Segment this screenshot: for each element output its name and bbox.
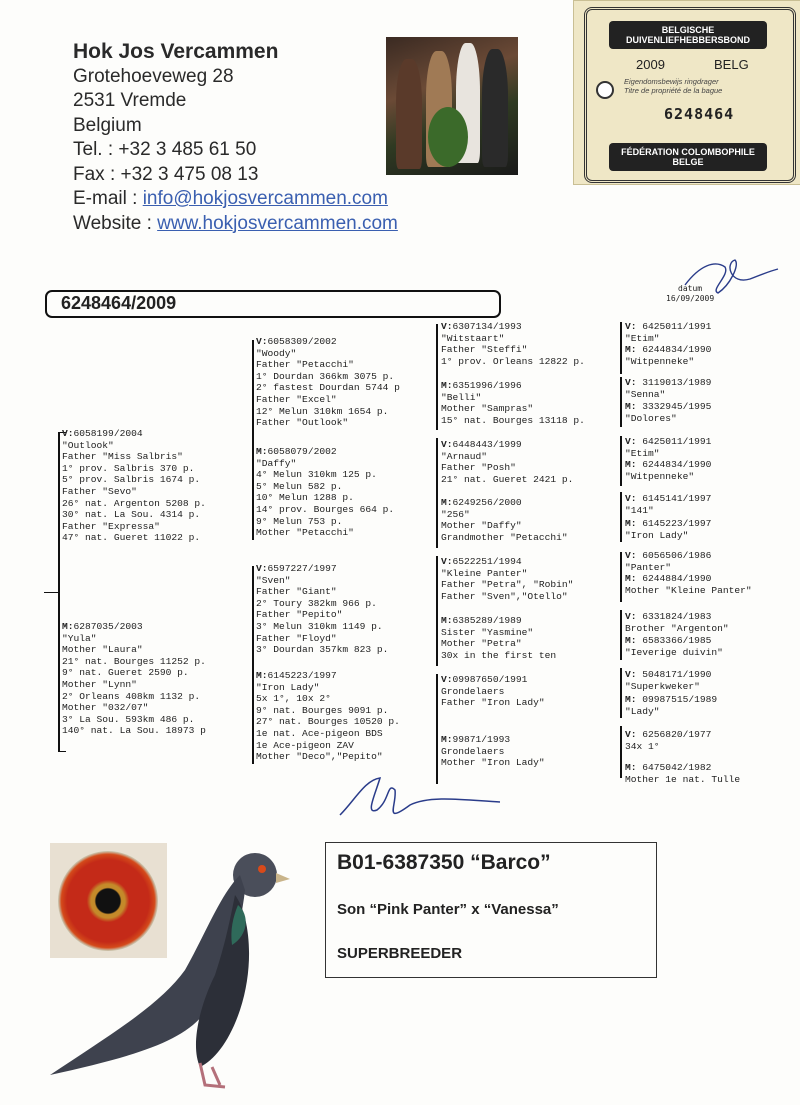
gen4-m-text-5: 6244884/1990 Mother "Kleine Panter" [625,573,752,596]
root-connector [44,592,58,593]
gen3-text-2: 6351996/1996 "Belli" Mother "Sampras" 15° nat. Bourges 13118 p. [441,380,585,426]
gen2-text-4: 6145223/1997 "Iron Lady" 5x 1°, 10x 2° 9° nat. Bourges 9091 p. 27° nat. Bourges 10520 p. 1e nat. Ace-pigeon BDS 1e Ace-pigeon ZAV Mother "Deco","Pepito" [256,670,400,763]
gen2-text-3: 6597227/1997 "Sven" Father "Giant" 2° Toury 382km 966 p. Father "Pepito" 3° Melun 310km 1149 p. Father "Floyd" 3° Dourdan 357km 823 p. [256,563,389,656]
gen4-v-prefix: V: [625,493,643,504]
gen4-m-text-8: 6475042/1982 Mother 1e nat. Tulle [625,762,741,785]
signature-bottom-icon [335,770,505,840]
email-link[interactable]: info@hokjosvercammen.com [142,188,388,209]
featured-pigeon-title: B01-6387350 “Barco” [337,851,551,874]
email-label: E-mail : [73,188,143,209]
certificate-subtitle [624,77,722,95]
gen4-m-1 [625,344,711,367]
gen4-v-text-3: 6425011/1991 "Etim" [625,436,712,459]
datum-date: 16/09/2009 [666,294,715,303]
gen2-entry-2 [256,446,394,539]
gen4-m-prefix: M: [625,459,643,470]
gen3-text-1: 6307134/1993 "Witstaart" Father "Steffi" 1° prov. Orleans 12822 p. [441,321,585,367]
ring-year: 2009 [636,57,665,72]
gen2-prefix-4: M: [256,670,268,681]
sire-prefix: V: [62,428,74,439]
country: Belgium [73,114,142,136]
featured-pigeon-box [325,842,657,978]
gen3-entry-4 [441,497,568,543]
datum-stamp [666,284,714,304]
gen3-text-5: 6522251/1994 "Kleine Panter" Father "Petra", "Robin" Father "Sven","Otello" [441,556,574,602]
gen4-bracket-7 [620,668,622,718]
gen2-entry-4 [256,670,400,763]
gen4-bracket-4 [620,492,622,542]
gen4-v-text-1: 6425011/1991 "Etim" [625,321,712,344]
city: 2531 Vremde [73,90,187,111]
gen2-prefix-2: M: [256,446,268,457]
gen4-v-6 [625,611,729,634]
gen3-prefix-4: M: [441,497,453,508]
gen3-bracket-4 [436,674,438,784]
gen4-v-text-7: 5048171/1990 "Superkweker" [625,669,712,692]
gen4-m-text-7: 09987515/1989 "Lady" [625,694,718,717]
gen3-prefix-7: V: [441,674,453,685]
gen3-text-6: 6385289/1989 Sister "Yasmine" Mother "Petra" 30x in the first ten [441,615,557,661]
fax: Fax : +32 3 475 08 13 [73,163,259,185]
gen3-text-4: 6249256/2000 "256" Mother "Daffy" Grandmother "Petacchi" [441,497,568,543]
gen4-m-5 [625,573,752,596]
gen4-m-prefix: M: [625,762,643,773]
gen4-v-5 [625,550,711,573]
sire-text: 6058199/2004 "Outlook" Father "Miss Salbris" 1° prov. Salbris 370 p. 5° prov. Salbris 1674 p. Father "Sevo" 26° nat. Argenton 5208 p. 30° nat. La Sou. 4314 p. Father "Expressa" 47° nat. Gueret 11022 p. [62,428,206,544]
gen4-v-prefix: V: [625,729,643,740]
gen4-m-7 [625,694,717,717]
ring-country-code: BELG [714,57,749,72]
gen4-v-1 [625,321,711,344]
gen4-m-8 [625,762,740,785]
ring-number: 6248464 [664,105,735,123]
dam-entry [62,621,206,737]
gen4-m-prefix: M: [625,401,643,412]
gen3-prefix-3: V: [441,439,453,450]
gen4-m-text-4: 6145223/1997 "Iron Lady" [625,518,712,541]
gen1-tick-dam [58,751,66,752]
telephone: Tel. : +32 3 485 61 50 [73,139,257,160]
gen4-bracket-2 [620,377,622,427]
gen4-m-4 [625,518,711,541]
gen4-m-prefix: M: [625,518,643,529]
gen3-bracket-2 [436,438,438,548]
gen2-bracket-dam [252,566,254,764]
gen3-entry-2 [441,380,585,426]
gen4-v-text-2: 3119013/1989 "Senna" [625,377,712,400]
gen4-v-8 [625,729,711,752]
gen4-v-prefix: V: [625,611,643,622]
gen4-v-4 [625,493,711,516]
gen4-v-prefix: V: [625,550,643,561]
federation-band-bottom: FÉDÉRATION COLOMBOPHILE BELGE [609,143,767,171]
street-address: Grotehoeveweg 28 [73,65,234,87]
gen3-entry-5 [441,556,573,602]
gen4-v-prefix: V: [625,669,643,680]
gen3-entry-8 [441,734,545,769]
gen4-v-prefix: V: [625,436,643,447]
gen3-entry-1 [441,321,585,367]
gen3-prefix-8: M: [441,734,453,745]
gen4-m-prefix: M: [625,694,643,705]
gen3-prefix-5: V: [441,556,453,567]
gen4-bracket-6 [620,610,622,660]
gen4-v-text-5: 6056506/1986 "Panter" [625,550,712,573]
pigeon-ring-number: 6248464/2009 [61,293,177,313]
gen4-m-2 [625,401,711,424]
gen2-entry-1 [256,336,400,429]
gen3-bracket-1 [436,324,438,430]
gen2-text-1: 6058309/2002 "Woody" Father "Petacchi" 1° Dourdan 366km 3075 p. 2° fastest Dourdan 5744 p Father "Excel" 12° Melun 310km 1654 p. Father "Outlook" [256,336,400,429]
gen4-m-6 [625,635,723,658]
gen3-text-8: 99871/1993 Grondelaers Mother "Iron Lady" [441,734,545,769]
gen4-bracket-3 [620,436,622,486]
gen3-entry-3 [441,439,573,485]
gen3-prefix-6: M: [441,615,453,626]
loft-contact-block [73,40,398,236]
gen4-m-prefix: M: [625,344,643,355]
ring-certificate [573,0,800,185]
sire-entry [62,428,206,544]
punch-hole-icon [596,81,614,99]
gen4-m-text-6: 6583366/1985 "Ieverige duivin" [625,635,723,658]
gen4-v-prefix: V: [625,377,643,388]
gen4-v-2 [625,377,711,400]
gen4-v-text-6: 6331824/1983 Brother "Argenton" [625,611,729,634]
gen4-bracket-5 [620,552,622,602]
federation-band-top: BELGISCHE DUIVENLIEFHEBBERSBOND [609,21,767,49]
subtitle-line-2: Titre de propriété de la bague [624,86,723,95]
website-row [73,212,398,237]
gen4-m-text-2: 3332945/1995 "Dolores" [625,401,712,424]
gen3-text-3: 6448443/1999 "Arnaud" Father "Posh" 21° nat. Gueret 2421 p. [441,439,574,485]
featured-pigeon-label: SUPERBREEDER [337,945,463,962]
dam-text: 6287035/2003 "Yula" Mother "Laura" 21° nat. Bourges 11252 p. 9° nat. Gueret 2590 p. Mother "Lynn" 2° Orleans 408km 1132 p. Mother "032/07" 3° La Sou. 593km 486 p. 140° nat. La Sou. 18973 p [62,621,206,737]
gen3-entry-7 [441,674,545,709]
gen2-bracket-sire [252,340,254,540]
loft-name: Hok Jos Vercammen [73,40,279,63]
gen4-v-text-4: 6145141/1997 "141" [625,493,712,516]
gen1-bracket [58,432,60,752]
gen4-v-3 [625,436,711,459]
featured-pigeon-parents: Son “Pink Panter” x “Vanessa” [337,901,559,918]
gen4-m-prefix: M: [625,635,643,646]
gen3-entry-6 [441,615,556,661]
gen4-v-text-8: 6256820/1977 34x 1° [625,729,712,752]
gen3-prefix-2: M: [441,380,453,391]
pigeon-ring-box [45,290,501,318]
gen3-text-7: 09987650/1991 Grondelaers Father "Iron Lady" [441,674,545,709]
gen4-m-3 [625,459,711,482]
gen4-m-text-1: 6244834/1990 "Witpenneke" [625,344,712,367]
subtitle-line-1: Eigendomsbewijs ringdrager [624,77,719,86]
gen4-bracket-1 [620,322,622,374]
gen4-m-prefix: M: [625,573,643,584]
gen4-v-prefix: V: [625,321,643,332]
gen2-entry-3 [256,563,388,656]
datum-label: datum [678,284,703,293]
gen4-bracket-8 [620,726,622,778]
gen2-prefix-1: V: [256,336,268,347]
gen3-prefix-1: V: [441,321,453,332]
pigeon-photo [50,835,310,1095]
website-link[interactable]: www.hokjosvercammen.com [157,212,398,234]
gen2-prefix-3: V: [256,563,268,574]
gen4-m-text-3: 6244834/1990 "Witpenneke" [625,459,712,482]
group-photo [386,37,518,175]
website-label: Website : [73,212,158,234]
email-row [73,187,398,212]
dam-prefix: M: [62,621,74,632]
gen3-bracket-3 [436,556,438,666]
gen2-text-2: 6058079/2002 "Daffy" 4° Melun 310km 125 p. 5° Melun 582 p. 10° Melun 1288 p. 14° prov. Bourges 664 p. 9° Melun 753 p. Mother "Petacchi" [256,446,395,539]
gen4-v-7 [625,669,711,692]
